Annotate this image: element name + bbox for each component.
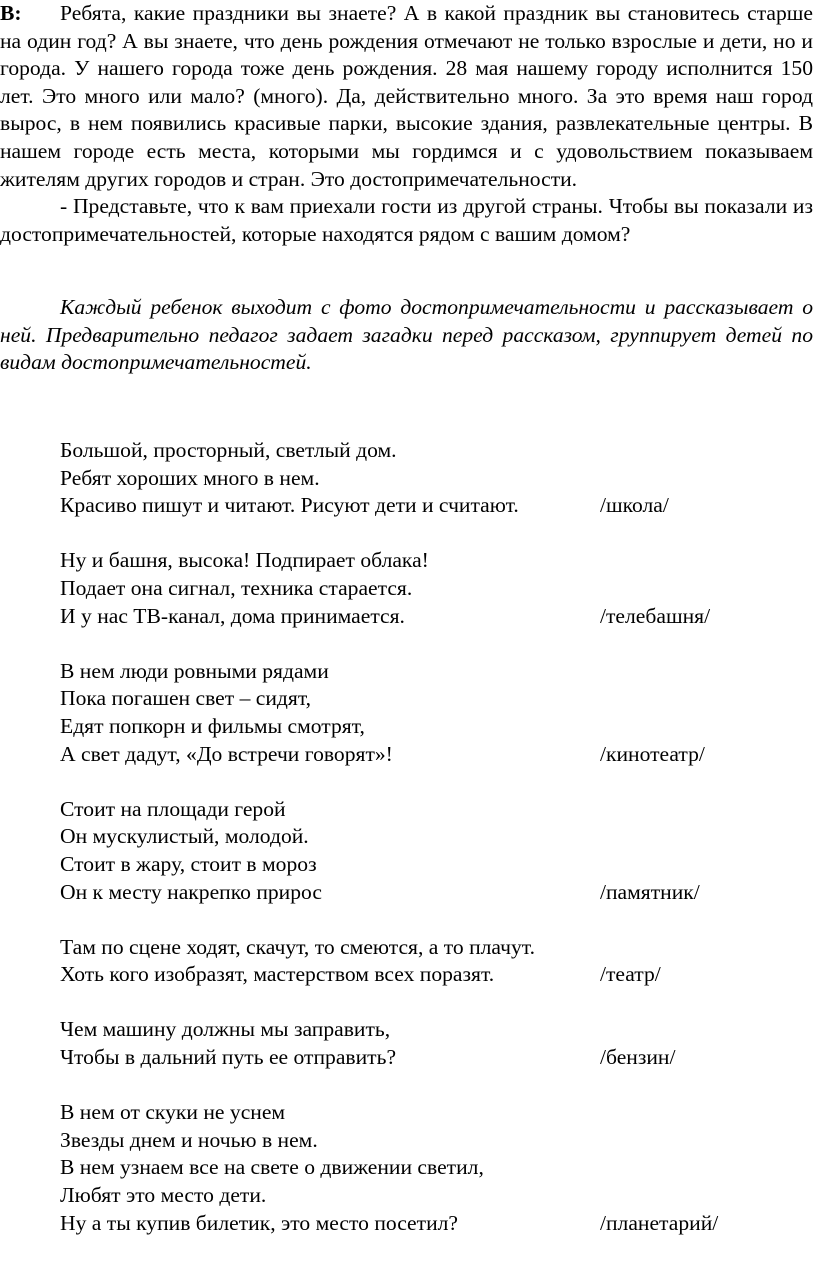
riddle-line [60, 851, 800, 879]
intro-section [0, 0, 813, 248]
riddle-line [60, 547, 800, 575]
riddle-line [60, 1127, 800, 1155]
riddle-line-text: Стоит на площади герой [60, 796, 286, 821]
riddle-line [60, 961, 800, 989]
riddle-line-text: В нем узнаем все на свете о движении светил, [60, 1155, 484, 1180]
riddle-line [60, 713, 800, 741]
riddle-line-text: Звезды днем и ночью в нем. [60, 1127, 318, 1152]
riddle-line [60, 492, 800, 520]
riddle-block [60, 1099, 800, 1237]
riddle-line [60, 575, 800, 603]
riddle-block [60, 547, 800, 630]
riddle-line-text: Любят это место дети. [60, 1183, 267, 1208]
riddle-line-text: Ну и башня, высока! Подпирает облака! [60, 548, 429, 573]
riddles-list [60, 437, 800, 1265]
speaker-label: В: [0, 1, 22, 25]
riddle-line-text: В нем люди ровными рядами [60, 658, 329, 683]
riddle-line-text: В нем от скуки не уснем [60, 1100, 286, 1125]
riddle-line [60, 658, 800, 686]
riddle-answer: /планетарий/ [600, 1210, 719, 1235]
riddle-block [60, 658, 800, 768]
riddle-line-text: Едят попкорн и фильмы смотрят, [60, 713, 365, 738]
riddle-line-text: Красиво пишут и читают. Рисуют дети и считают. [60, 493, 519, 518]
riddle-line-text: Там по сцене ходят, скачут, то смеются, а то плачут. [60, 934, 536, 959]
riddle-answer: /кинотеатр/ [600, 741, 705, 766]
riddle-line-text: Чем машину должны мы заправить, [60, 1017, 391, 1042]
riddle-line [60, 1154, 800, 1182]
intro-paragraph-1-text: Ребята, какие праздники вы знаете? А в какой праздник вы становитесь старше на один год? А вы знаете, что день рождения отмечают не только взрослые и дети, но и города. У нашего города тоже день рождения. 28 мая нашему городу исполнится 150 лет. Это много или мало? (много). Да, действительно много. За это время наш город вырос, в нем появились красивые парки, высокие здания, развлекательные центры. В нашем городе есть места, которыми мы гордимся и с удовольствием показываем жителям других городов и стран. Это достопримечательности. [0, 1, 813, 191]
riddle-answer: /памятник/ [600, 879, 700, 904]
riddle-line [60, 796, 800, 824]
riddle-line [60, 823, 800, 851]
intro-paragraph-2: - Представьте, что к вам приехали гости из другой страны. Чтобы вы показали из достопримечательностей, которые находятся рядом с вашим домом? [0, 194, 813, 246]
riddle-line [60, 934, 800, 962]
riddle-answer: /театр/ [600, 962, 661, 987]
riddle-line-text: Пока погашен свет – сидят, [60, 686, 312, 711]
riddle-answer: /бензин/ [600, 1045, 676, 1070]
riddle-line [60, 1182, 800, 1210]
riddle-line [60, 741, 800, 769]
riddle-block [60, 437, 800, 520]
riddle-line-text: Стоит в жару, стоит в мороз [60, 851, 317, 876]
riddle-line-text: Ребят хороших много в нем. [60, 465, 320, 490]
riddle-line [60, 1210, 800, 1238]
riddle-line-text: Ну а ты купив билетик, это место посетил? [60, 1210, 458, 1235]
riddle-line [60, 1016, 800, 1044]
riddle-line-text: Он мускулистый, молодой. [60, 824, 309, 849]
riddle-line [60, 465, 800, 493]
riddle-line [60, 1044, 800, 1072]
riddle-line-text: А свет дадут, «До встречи говорят»! [60, 741, 393, 766]
riddle-line [60, 603, 800, 631]
riddle-block [60, 796, 800, 906]
riddle-line [60, 879, 800, 907]
riddle-line-text: Он к месту накрепко прирос [60, 879, 322, 904]
riddle-line-text: Чтобы в дальний путь ее отправить? [60, 1045, 397, 1070]
riddle-line-text: Большой, просторный, светлый дом. [60, 438, 397, 462]
riddle-line [60, 1099, 800, 1127]
riddle-line-text: Хоть кого изобразят, мастерством всех поразят. [60, 962, 495, 987]
teacher-note: Каждый ребенок выходит с фото достопримечательности и рассказывает о ней. Предварительно педагог задает загадки перед рассказом, группирует детей по видам достопримечательностей. [0, 295, 813, 375]
intro-paragraph-1 [0, 0, 813, 193]
riddle-line-text: Подает она сигнал, техника старается. [60, 575, 413, 600]
riddle-line [60, 437, 800, 465]
riddle-answer: /школа/ [600, 493, 669, 518]
riddle-block [60, 1016, 800, 1071]
riddle-line [60, 685, 800, 713]
riddle-block [60, 934, 800, 989]
riddle-line-text: И у нас ТВ-канал, дома принимается. [60, 603, 405, 628]
riddle-answer: /телебашня/ [600, 603, 711, 628]
